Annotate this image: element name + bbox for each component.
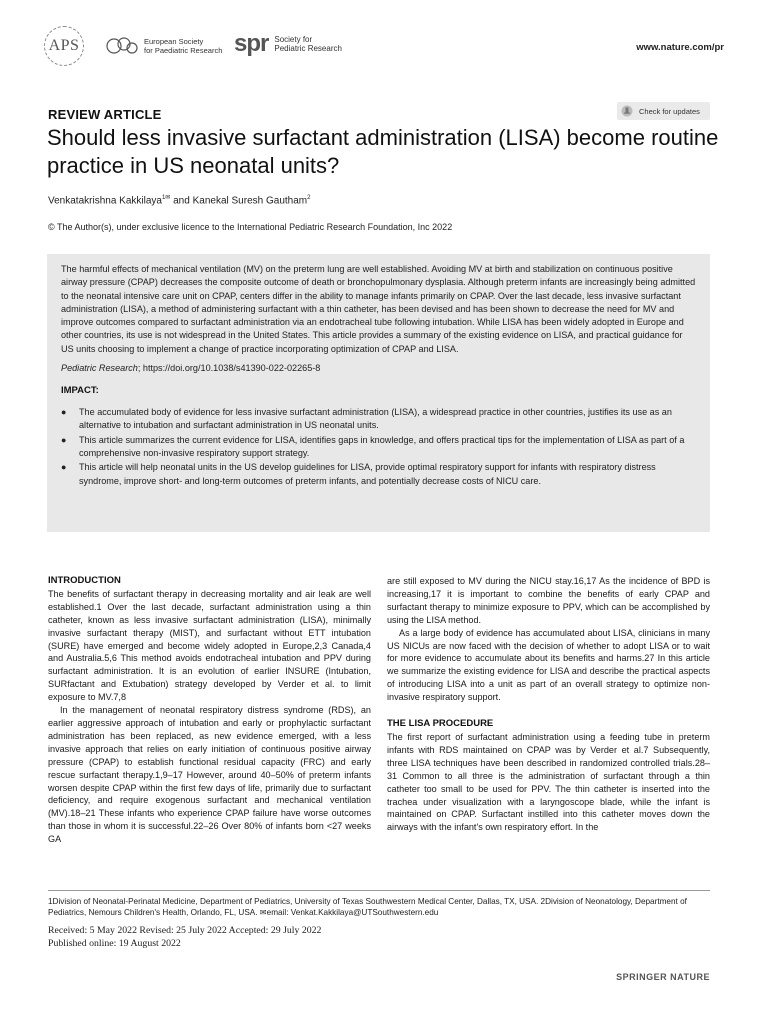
check-updates-button[interactable] (617, 102, 710, 120)
spr-logo (234, 30, 342, 58)
spr-name-line1: Society for (274, 35, 313, 44)
author-conjunction: and (170, 195, 193, 207)
section-heading-introduction: INTRODUCTION (48, 575, 121, 586)
abstract-box (47, 254, 710, 532)
author-list (48, 194, 310, 206)
impact-item-text: This article will help neonatal units in the US develop guidelines for LISA, provide optimal respiratory support for infants with respiratory distress syndrome, improve short- and long-term outcomes of preterm infants, and potentially decrease costs of NICU care. (79, 462, 656, 486)
body-paragraph: In the management of neonatal respiratory distress syndrome (RDS), an earlier aggressive approach of intubation and early or prophylactic surfactant administration has been replaced, as new evidence emerged, with a less invasive approach that relies on early initiation of continuous positive airway pressure (CPAP) to establish functional residual capacity (FRC) and early rescue surfactant therapy.1,9–17 However, around 40–50% of preterm infants worsen despite CPAP within the first few days of life, primarily due to surfactant deficiency, and require exogenous surfactant and mechanical ventilation (MV).18–21 These infants who experience CPAP failure have worse outcomes than those in whom it is successful.22–26 Over 80% of infants born <27 weeks GA (48, 705, 371, 845)
impact-item (61, 434, 696, 461)
journal-header (44, 24, 724, 68)
journal-url-link[interactable]: www.nature.com/pr (636, 42, 724, 53)
body-paragraph: are still exposed to MV during the NICU stay.16,17 As the incidence of BPD is increasing,17 it is important to combine the benefits of early CPAP and surfactant therapy to minimize exposure to PPV, which can be accomplished by using the LISA method. (387, 576, 710, 625)
aps-logo-text: APS (48, 37, 80, 54)
impact-item (61, 461, 696, 488)
impact-list (61, 406, 696, 488)
received-revised-accepted-dates: Received: 5 May 2022 Revised: 25 July 2022 Accepted: 29 July 2022 (48, 925, 322, 936)
section-heading-lisa-procedure: THE LISA PROCEDURE (387, 718, 494, 730)
copyright-notice: © The Author(s), under exclusive licence to the International Pediatric Research Foundation, Inc 2022 (48, 222, 453, 232)
citation-journal: Pediatric Research (61, 363, 138, 374)
espr-logo (104, 32, 222, 60)
body-paragraph: The benefits of surfactant therapy in decreasing mortality and air leak are well established.1 Over the last decade, surfactant administration using a thin catheter, known as less invasive surfactant administration (LISA), minimally invasive surfactant therapy (MIST), and surfactant without ETT intubation (SURE) have emerged and become widely adopted in Europe,2,3 Canada,4 and Australia.5,6 This method avoids endotracheal intubation and PPV during surfactant administration. It is an evolution of earlier INSURE (Intubation, SURfactant and Extubation) strategy developed by Verder et al. to limit exposure to MV.7,8 (48, 588, 371, 703)
author-affiliation-mark: 1✉ (161, 195, 171, 201)
article-type: REVIEW ARTICLE (48, 107, 162, 122)
aps-logo (44, 24, 96, 68)
author-affiliation-mark: 2 (307, 195, 311, 201)
citation-line (61, 362, 696, 375)
article-dates (48, 925, 321, 950)
impact-item-text: This article summarizes the current evidence for LISA, identifies gaps in knowledge, and offers practical tips for the implementation of LISA as part of a comprehensive non-invasive respiratory support strategy. (79, 434, 685, 458)
abstract-text: The harmful effects of mechanical ventilation (MV) on the preterm lung are well established. Avoiding MV at birth and stabilization on continuous positive airway pressure (CPAP) decreases the composite outcome of death or bronchopulmonary dysplasia. Although preterm infants are increasingly being admitted to the neonatal intensive care unit on CPAP, centers differ in the ability to manage infants primarily on CPAP. Over the last decade, less invasive surfactant administration (LISA), a method of administering surfactant with a thin catheter, has been devised and has been shown to decrease the need for MV and improve outcomes compared to surfactant administration via an endotracheal tube following intubation. While LISA has been widely adopted in Europe and other countries, its use is not widespread in the United States. This article provides a summary of the existing evidence on LISA, and practical guidance for US units choosing to implement a change of practice incorporating optimization of CPAP and LISA. (61, 264, 696, 354)
spr-mark: spr (234, 30, 269, 57)
spr-name-line2: Pediatric Research (274, 44, 342, 53)
body-paragraph: The first report of surfactant administration using a feeding tube in preterm infants with RDS maintained on CPAP was by Verder et al.7 Subsequently, three LISA techniques have been described in randomized controlled trials.28–31 Common to all three is the administration of surfactant through a thin catheter too small to be used for PPV. The thin catheter is inserted into the trachea under visualization with a laryngoscope blade, while the infant is maintained on CPAP. Surfactant instilled into this catheter moves down the airways with the infant's own respiratory effort. In the (387, 731, 710, 833)
bullet-icon: ● (61, 462, 67, 473)
impact-item-text: The accumulated body of evidence for less invasive surfactant administration (LISA), a widespread practice in other countries, justifies its use as an alternative to intubation and surfactant administration in US neonatal units. (79, 407, 672, 431)
bullet-icon: ● (61, 407, 67, 418)
affiliation-footnote: 1Division of Neonatal-Perinatal Medicine, Department of Pediatrics, University of Texas Southwestern Medical Center, Dallas, TX, USA. 2Division of Neonatology, Department of Pediatrics, Nemours Children's Health, Orlando, FL, USA. ✉email: Venkat.Kakkilaya@UTSouthwestern.edu (48, 897, 687, 918)
impact-heading: IMPACT: (61, 385, 99, 397)
espr-emblem-icon (104, 32, 140, 60)
article-title: Should less invasive surfactant administration (LISA) become routine practice in US neonatal units? (47, 125, 719, 178)
espr-name-line1: European Society (144, 37, 204, 46)
body-column-right (387, 575, 710, 834)
published-online-date: Published online: 19 August 2022 (48, 937, 181, 949)
impact-item (61, 406, 696, 433)
author-name[interactable]: Venkatakrishna Kakkilaya (48, 195, 162, 207)
citation-doi-link[interactable]: ; https://doi.org/10.1038/s41390-022-02265-8 (137, 363, 321, 374)
check-updates-icon (621, 105, 633, 117)
check-updates-label: Check for updates (639, 106, 700, 116)
bullet-icon: ● (61, 434, 67, 445)
body-paragraph: As a large body of evidence has accumulated about LISA, clinicians in many US NICUs are now faced with the decision of whether to adopt LISA or to wait for more evidence to accumulate about its benefits and harms.27 In this article we summarize the existing evidence for LISA and describe the practical aspects of introducing LISA into a unit as part of an overall strategy to optimize non-invasive respiratory support. (387, 627, 710, 703)
author-name[interactable]: Kanekal Suresh Gautham (192, 195, 308, 207)
espr-name-line2: for Paediatric Research (144, 46, 223, 55)
footnote-divider (48, 890, 710, 891)
publisher-logo: SPRINGER NATURE (616, 972, 710, 982)
body-column-left (48, 575, 371, 846)
